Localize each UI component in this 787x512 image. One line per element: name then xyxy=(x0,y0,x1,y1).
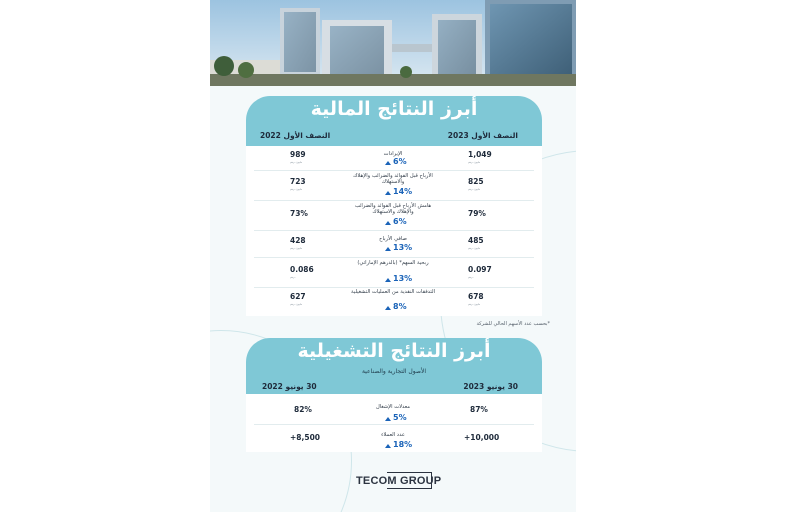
value-2023: 87% xyxy=(470,405,488,414)
change-percent: 14% xyxy=(393,187,413,196)
poster xyxy=(210,0,576,512)
change-percent: 6% xyxy=(393,157,407,166)
value-2023: 1,049 xyxy=(468,150,492,159)
unit-2023: مليون درهم xyxy=(468,247,481,250)
row-divider xyxy=(254,170,534,171)
change-percent: 6% xyxy=(393,217,407,226)
metric-label: الأرباح قبل الفوائد والضرائب والإهلاك والاستهلاك xyxy=(353,173,433,186)
operational-title: أبرز النتائج التشغيلية xyxy=(297,340,491,362)
logo-text: TECOM GROUP xyxy=(356,475,442,487)
row-divider xyxy=(254,287,534,288)
up-arrow-icon xyxy=(385,444,391,448)
up-arrow-icon xyxy=(385,247,391,251)
unit-2022: مليون درهم xyxy=(290,188,303,191)
unit-2022: مليون درهم xyxy=(290,303,303,306)
value-2023: 79% xyxy=(468,209,486,218)
metric-label: التدفقات النقدية من العمليات التشغيلية xyxy=(351,289,435,295)
value-2023: +10,000 xyxy=(464,433,500,442)
metric-label: معدلات الإشغال xyxy=(375,404,411,410)
operational-col-2023: 30 يونيو 2023 xyxy=(463,382,518,391)
value-2022: 0.086 xyxy=(290,265,314,274)
up-arrow-icon xyxy=(385,221,391,225)
value-2023: 0.097 xyxy=(468,265,492,274)
change-percent: 5% xyxy=(393,413,407,422)
operational-subtitle: الأصول التجارية والصناعية xyxy=(361,368,427,375)
header-photo xyxy=(210,0,576,86)
value-2023: 485 xyxy=(468,236,484,245)
metric-label: عدد العملاء xyxy=(381,432,405,438)
value-2022: 627 xyxy=(290,292,306,301)
value-2022: 428 xyxy=(290,236,306,245)
buildings-illustration xyxy=(210,0,576,86)
change-percent: 13% xyxy=(393,274,413,283)
unit-2023: درهم xyxy=(468,276,474,279)
unit-2023: مليون درهم xyxy=(468,188,481,191)
change-percent: 13% xyxy=(393,243,413,252)
up-arrow-icon xyxy=(385,191,391,195)
value-2022: 73% xyxy=(290,209,308,218)
row-divider xyxy=(254,200,534,201)
metric-label: هامش الأرباح قبل الفوائد والضرائب والإهلاك والاستهلاك xyxy=(354,203,432,216)
unit-2022: مليون درهم xyxy=(290,161,303,164)
metric-label: الإيرادات xyxy=(383,151,403,157)
tecom-group-logo xyxy=(356,472,442,488)
change-percent: 18% xyxy=(393,440,413,449)
up-arrow-icon xyxy=(385,278,391,282)
operational-col-2022: 30 يونيو 2022 xyxy=(262,382,317,391)
unit-2022: درهم xyxy=(290,276,296,279)
financial-footnote: *بحسب عدد الأسهم الحالي للشركة xyxy=(476,321,550,327)
value-2023: 825 xyxy=(468,177,484,186)
unit-2022: مليون درهم xyxy=(290,247,303,250)
unit-2023: مليون درهم xyxy=(468,161,481,164)
metric-label: ربحية السهم* (بالدرهم الإماراتي) xyxy=(357,260,429,266)
up-arrow-icon xyxy=(385,306,391,310)
row-divider xyxy=(254,424,534,425)
value-2023: 678 xyxy=(468,292,484,301)
row-divider xyxy=(254,230,534,231)
value-2022: 989 xyxy=(290,150,306,159)
value-2022: 723 xyxy=(290,177,306,186)
metric-label: صافي الأرباح xyxy=(379,236,407,242)
up-arrow-icon xyxy=(385,417,391,421)
financial-col-2023: النصف الأول 2023 xyxy=(447,131,518,140)
up-arrow-icon xyxy=(385,161,391,165)
value-2022: 82% xyxy=(294,405,312,414)
row-divider xyxy=(254,257,534,258)
unit-2023: مليون درهم xyxy=(468,303,481,306)
financial-title: أبرز النتائج المالية xyxy=(310,98,478,120)
financial-col-2022: النصف الأول 2022 xyxy=(260,131,331,140)
change-percent: 8% xyxy=(393,302,407,311)
value-2022: +8,500 xyxy=(290,433,321,442)
